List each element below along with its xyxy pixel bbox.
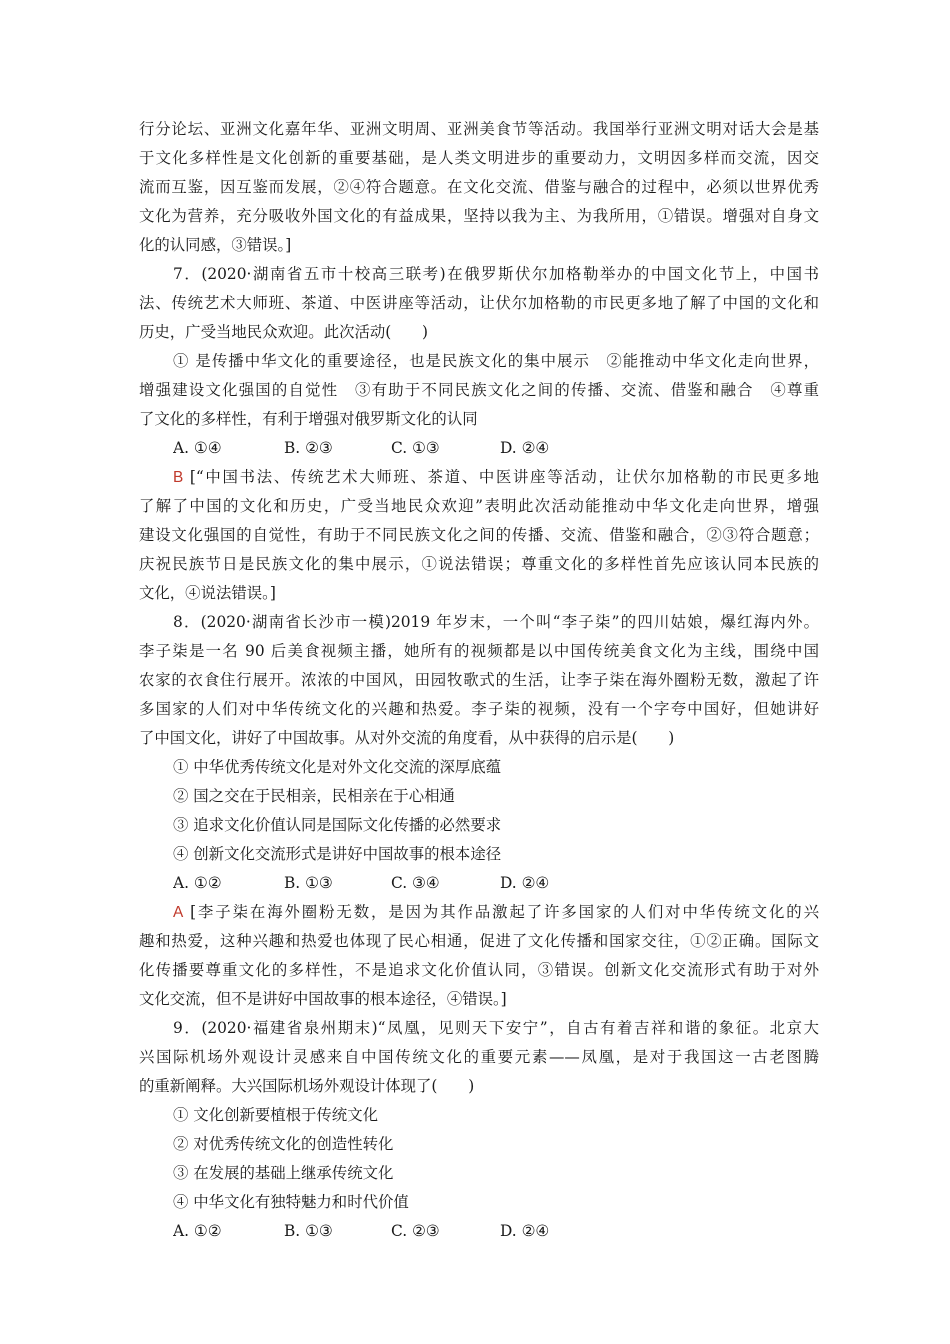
q9-stem-line: 9．(2020·福建省泉州期末)“凤凰，见则天下安宁”，自古有着吉祥和谐的象征。北京大 — [173, 1019, 819, 1037]
q8-explanation-line — [173, 898, 819, 926]
q7-explanation-line: 了解了中国的文化和历史，广受当地民众欢迎”表明此次活动能推动中华文化走向世界，增强 — [139, 497, 819, 515]
q9-option-a: A. ①② — [173, 1222, 222, 1240]
q8-option-d: D. ②④ — [500, 874, 550, 892]
q8-statement: ④ 创新文化交流形式是讲好中国故事的根本途径 — [173, 845, 502, 863]
q8-stem-line: 了中国文化，讲好了中国故事。从对外交流的角度看，从中获得的启示是( ) — [139, 729, 675, 747]
q7-option-d: D. ②④ — [500, 439, 550, 457]
q8-answer-letter: A — [173, 904, 184, 921]
q9-statement: ① 文化创新要植根于传统文化 — [173, 1106, 378, 1124]
q7-stem-line: 法、传统艺术大师班、茶道、中医讲座等活动，让伏尔加格勒的市民更多地了解了中国的文化和 — [139, 294, 819, 312]
q8-stem-line: 多国家的人们对中华传统文化的兴趣和热爱。李子柒的视频，没有一个字夸中国好，但她讲好 — [139, 700, 819, 718]
q7-option-a: A. ①④ — [173, 439, 222, 457]
q7-explanation-text: [“中国书法、传统艺术大师班、茶道、中医讲座等活动，让伏尔加格勒的市民更多地 — [189, 468, 819, 486]
q9-option-d: D. ②④ — [500, 1222, 550, 1240]
q7-option-c: C. ①③ — [391, 439, 440, 457]
q7-stem-line: 7．(2020·湖南省五市十校高三联考)在俄罗斯伏尔加格勒举办的中国文化节上，中国书 — [173, 265, 819, 283]
q7-option-b: B. ②③ — [284, 439, 333, 457]
q9-statement: ③ 在发展的基础上继承传统文化 — [173, 1164, 394, 1182]
q6-explanation-line: 文化为营养，充分吸收外国文化的有益成果，坚持以我为主、为我所用，①错误。增强对自身文 — [139, 207, 819, 225]
q8-explanation-line: 化传播要尊重文化的多样性，不是追求文化价值认同，③错误。创新文化交流形式有助于对外 — [139, 961, 819, 979]
q8-stem-line: 李子柒是一名 90 后美食视频主播，她所有的视频都是以中国传统美食文化为主线，围绕中国 — [139, 642, 819, 660]
q7-statement-line: 了文化的多样性，有利于增强对俄罗斯文化的认同 — [139, 410, 478, 428]
q8-explanation-line: 趣和热爱，这种兴趣和热爱也体现了民心相通，促进了文化传播和国家交往，①②正确。国际文 — [139, 932, 819, 950]
q6-explanation-line: 于文化多样性是文化创新的重要基础，是人类文明进步的重要动力，文明因多样而交流，因交 — [139, 149, 819, 167]
q8-options — [173, 869, 819, 897]
q8-explanation-text: [李子柒在海外圈粉无数，是因为其作品激起了许多国家的人们对中华传统文化的兴 — [190, 903, 819, 921]
q6-explanation-line: 流而互鉴，因互鉴而发展，②④符合题意。在文化交流、借鉴与融合的过程中，必须以世界优秀 — [139, 178, 819, 196]
q8-stem-line: 农家的衣食住行展开。浓浓的中国风，田园牧歌式的生活，让李子柒在海外圈粉无数，激起了许 — [139, 671, 819, 689]
q9-option-c: C. ②③ — [391, 1222, 440, 1240]
q7-statement-line: ① 是传播中华文化的重要途径，也是民族文化的集中展示 ②能推动中华文化走向世界， — [173, 352, 819, 370]
q9-stem-line: 兴国际机场外观设计灵感来自中国传统文化的重要元素——凤凰，是对于我国这一古老图腾 — [139, 1048, 819, 1066]
q8-explanation-line: 文化交流，但不是讲好中国故事的根本途径，④错误。] — [139, 990, 507, 1008]
q7-stem-line: 历史，广受当地民众欢迎。此次活动( ) — [139, 323, 429, 341]
q8-statement: ① 中华优秀传统文化是对外文化交流的深厚底蕴 — [173, 758, 502, 776]
q8-statement: ③ 追求文化价值认同是国际文化传播的必然要求 — [173, 816, 502, 834]
q7-statement-line: 增强建设文化强国的自觉性 ③有助于不同民族文化之间的传播、交流、借鉴和融合 ④尊重 — [139, 381, 819, 399]
q8-statement: ② 国之交在于民相亲，民相亲在于心相通 — [173, 787, 455, 805]
q7-explanation-line — [173, 463, 819, 491]
q9-statement: ④ 中华文化有独特魅力和时代价值 — [173, 1193, 409, 1211]
q6-explanation-line: 行分论坛、亚洲文化嘉年华、亚洲文明周、亚洲美食节等活动。我国举行亚洲文明对话大会是基 — [139, 120, 819, 138]
q8-stem-line: 8．(2020·湖南省长沙市一模)2019 年岁末，一个叫“李子柒”的四川姑娘，爆红海内外。 — [173, 613, 819, 631]
q8-option-c: C. ③④ — [391, 874, 440, 892]
q9-options — [173, 1217, 819, 1245]
q7-explanation-line: 建设文化强国的自觉性，有助于不同民族文化之间的传播、交流、借鉴和融合，②③符合题意； — [139, 526, 819, 544]
q6-explanation-line: 化的认同感，③错误。] — [139, 236, 292, 254]
q7-explanation-line: 庆祝民族节日是民族文化的集中展示，①说法错误；尊重文化的多样性首先应该认同本民族的 — [139, 555, 819, 573]
q9-statement: ② 对优秀传统文化的创造性转化 — [173, 1135, 394, 1153]
q8-option-a: A. ①② — [173, 874, 222, 892]
q7-explanation-line: 文化，④说法错误。] — [139, 584, 276, 602]
q9-stem-line: 的重新阐释。大兴国际机场外观设计体现了( ) — [139, 1077, 475, 1095]
q8-option-b: B. ①③ — [284, 874, 333, 892]
q7-answer-letter: B — [173, 469, 184, 486]
q9-option-b: B. ①③ — [284, 1222, 333, 1240]
q7-options — [173, 434, 819, 462]
